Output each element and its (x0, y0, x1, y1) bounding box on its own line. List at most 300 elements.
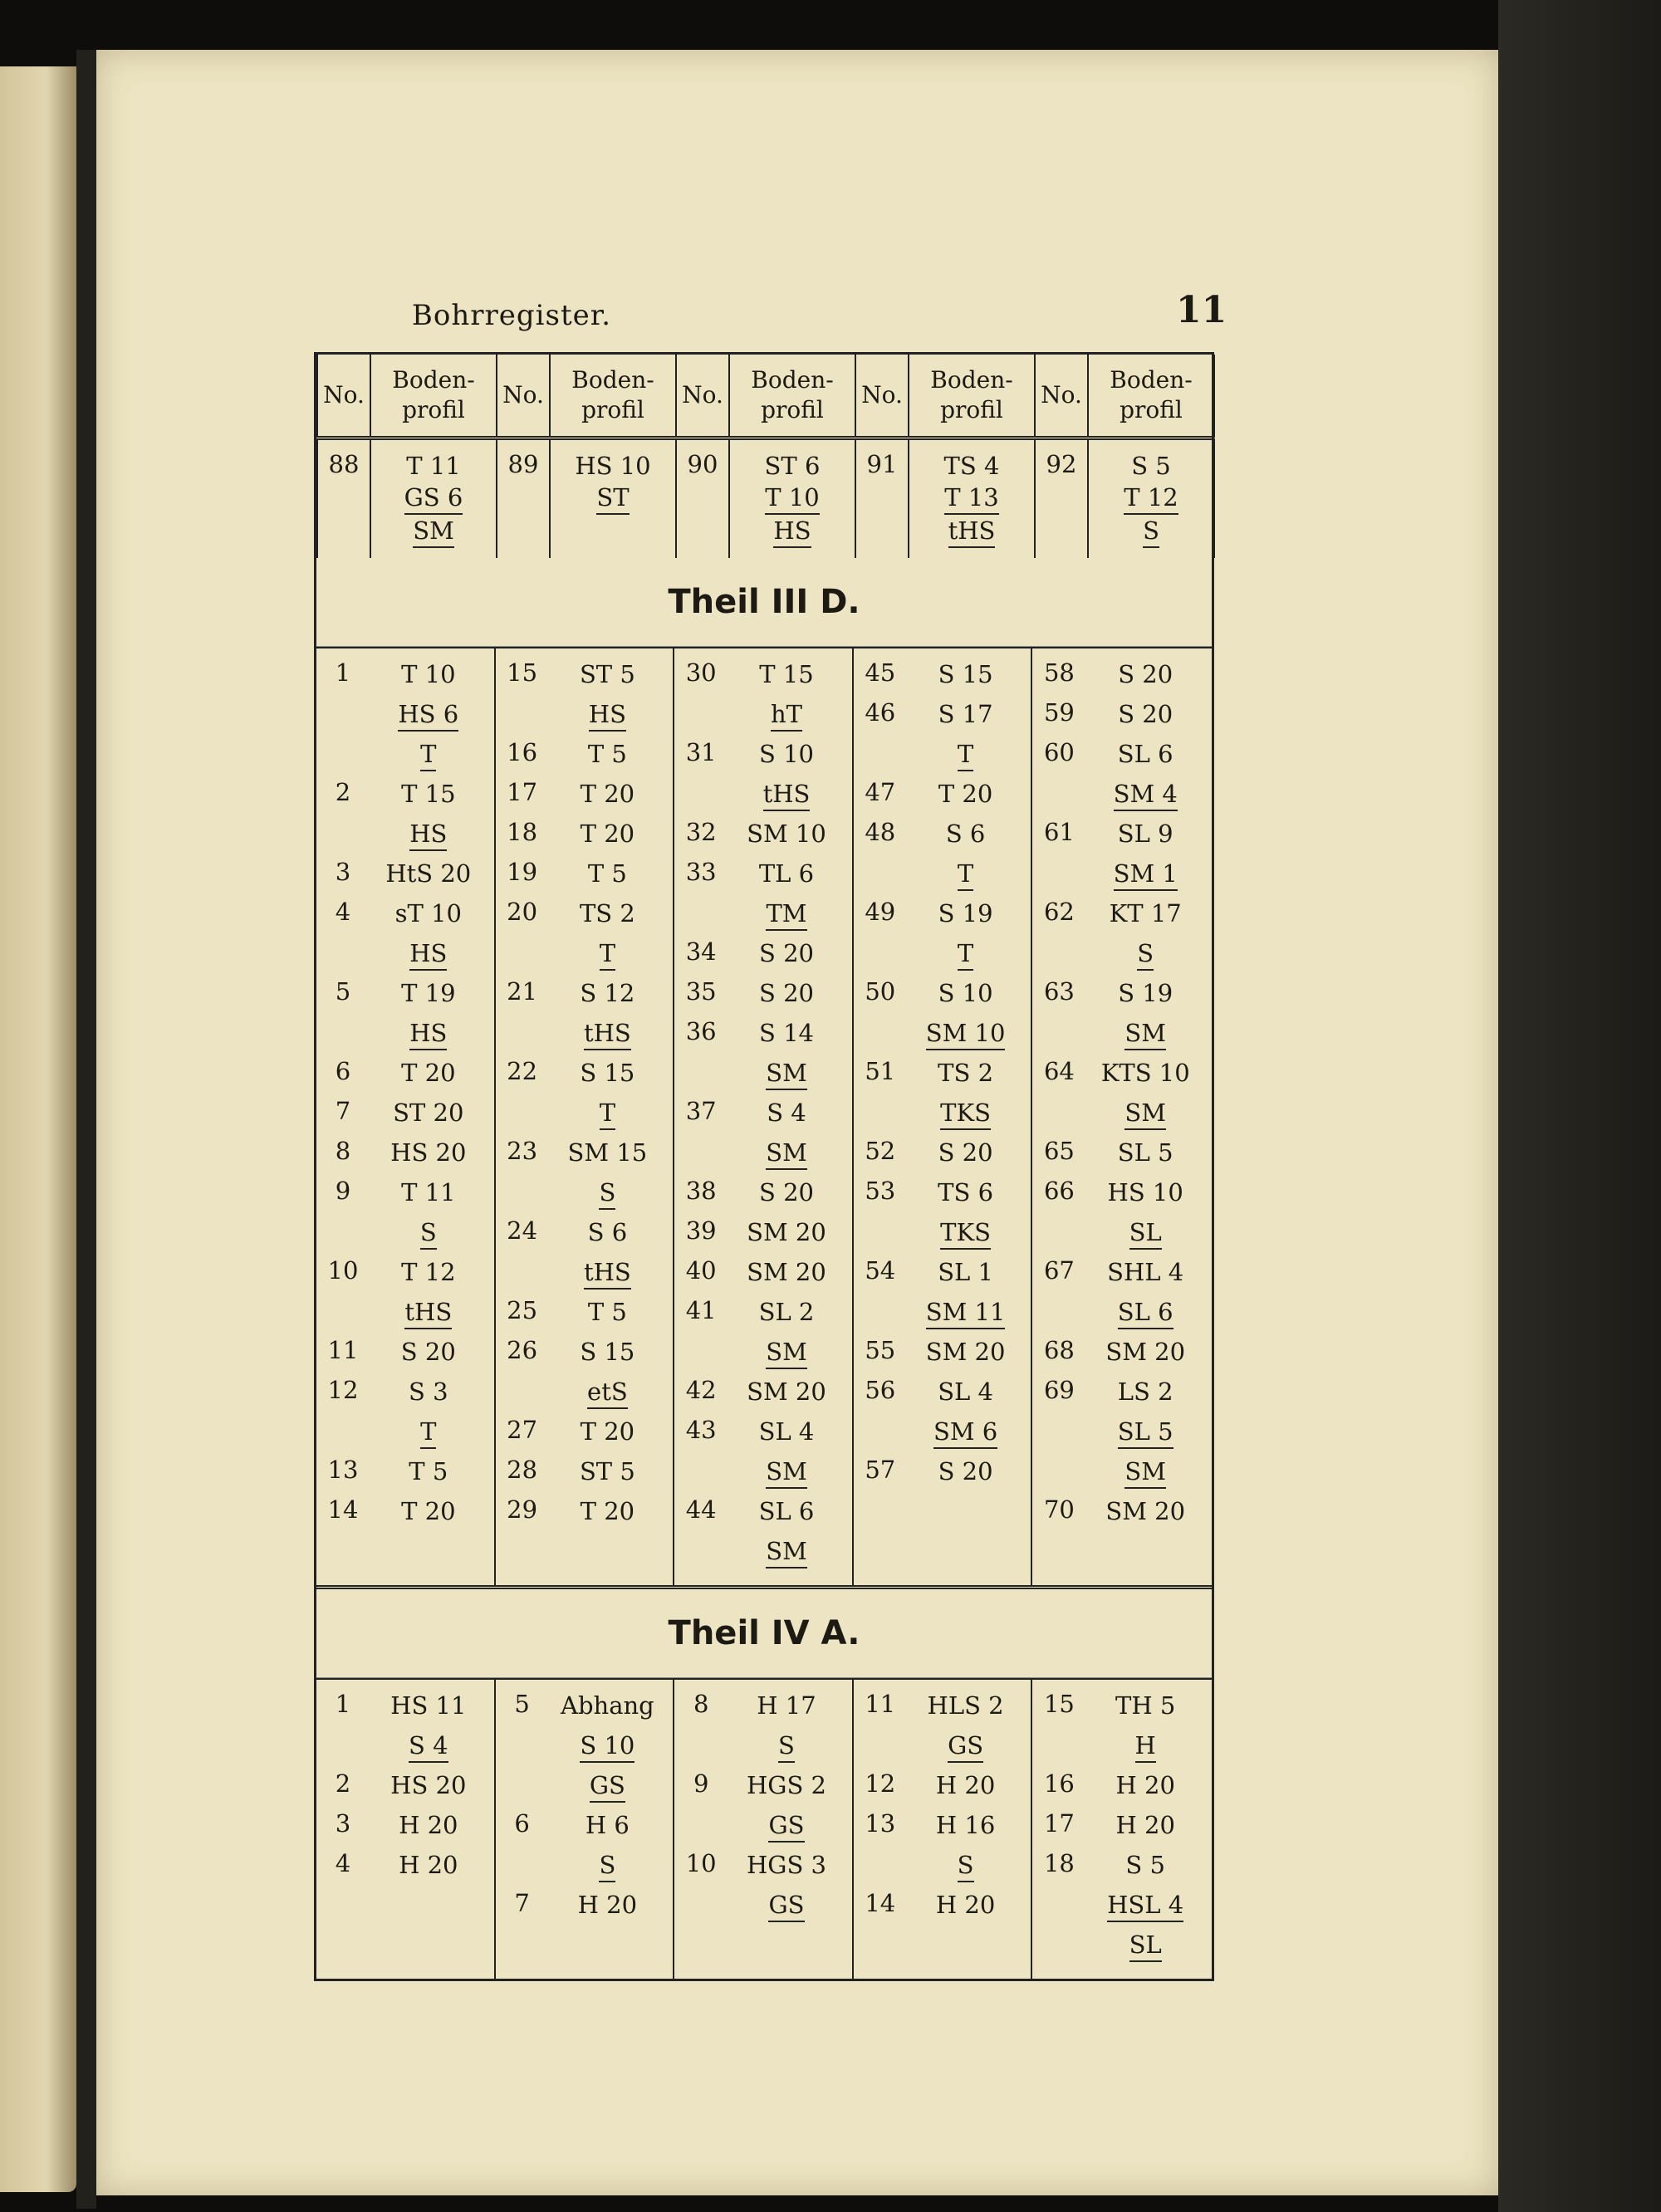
soil-profile: H 20 (1115, 1771, 1175, 1799)
soil-profile: HS (366, 818, 491, 851)
soil-profile: S 15 (580, 1338, 635, 1366)
register-entry (678, 818, 849, 854)
register-entry (499, 1416, 670, 1452)
soil-profile: GS (546, 1769, 670, 1803)
soil-profile: H 6 (585, 1811, 630, 1839)
register-entry (857, 1336, 1028, 1373)
soil-profile: sT 10 (394, 899, 462, 927)
register-entry (320, 1690, 491, 1726)
register-entry (857, 658, 1028, 695)
profile-layer: T 13 (944, 482, 998, 515)
bore-number: 4 (335, 1849, 351, 1877)
register-entry (320, 658, 491, 695)
register-entry (1036, 1730, 1208, 1766)
soil-profile: S 15 (938, 660, 993, 688)
register-entry (1036, 658, 1208, 695)
bore-number: 53 (865, 1177, 896, 1205)
running-head: Bohrregister. (411, 299, 612, 332)
soil-profile: Abhang (561, 1691, 654, 1720)
soil-profile: SL 6 (758, 1497, 815, 1525)
bore-number: 57 (865, 1456, 896, 1484)
register-entry (678, 1416, 849, 1452)
register-entry (499, 898, 670, 934)
soil-profile: S 5 (1125, 1851, 1165, 1879)
register-entry (857, 1690, 1028, 1726)
soil-profile: SM 20 (747, 1378, 826, 1406)
bore-number: 48 (865, 818, 896, 846)
bore-number: 27 (507, 1416, 538, 1444)
section-title-iv-a: Theil IV A. (316, 1585, 1212, 1678)
bore-number: 11 (327, 1336, 359, 1364)
register-entry (857, 1849, 1028, 1886)
bore-number: 22 (507, 1057, 538, 1085)
register-entry (857, 1256, 1028, 1293)
register-entry (1036, 1336, 1208, 1373)
register-entry (320, 1456, 491, 1492)
register-entry (320, 1216, 491, 1253)
register-column (496, 1680, 675, 1979)
register-entry (1036, 1137, 1208, 1173)
register-entry (1036, 1177, 1208, 1213)
bore-number: 10 (327, 1256, 359, 1285)
soil-profile: SM 15 (567, 1138, 648, 1167)
bore-number: 42 (685, 1376, 717, 1404)
soil-profile: S 19 (1118, 979, 1173, 1007)
soil-profile: S 20 (400, 1338, 456, 1366)
register-entry (857, 1730, 1028, 1766)
profile-layer: T 10 (765, 482, 819, 515)
soil-profile: TKS (904, 1097, 1028, 1130)
register-entry (857, 1376, 1028, 1412)
soil-profile: S 17 (938, 700, 993, 728)
register-entry (1036, 778, 1208, 815)
bore-number: 1 (335, 658, 351, 687)
register-entry (1036, 1929, 1208, 1965)
register-entry (857, 778, 1028, 815)
bore-number: 20 (507, 898, 538, 926)
soil-profile: SL 5 (1117, 1138, 1173, 1167)
bore-number: 51 (865, 1057, 896, 1085)
soil-profile: HS (546, 698, 670, 732)
register-entry (320, 818, 491, 854)
profile-layer: HS 10 (575, 452, 651, 480)
bore-number: 38 (685, 1177, 717, 1205)
soil-profile: T 11 (401, 1178, 456, 1206)
register-entry (678, 1097, 849, 1133)
register-entry (320, 778, 491, 815)
soil-profile: S 4 (366, 1730, 491, 1763)
register-entry (678, 1809, 849, 1846)
register-entry (857, 1809, 1028, 1846)
register-entry (499, 1456, 670, 1492)
bore-number: 3 (335, 1809, 351, 1838)
register-column (1032, 1680, 1212, 1979)
soil-profile (909, 438, 1035, 559)
register-entry (678, 778, 849, 815)
bore-number: 19 (507, 858, 538, 886)
register-entry (499, 1769, 670, 1806)
bore-number: 8 (335, 1137, 351, 1165)
header-profile: Boden- profil (1088, 355, 1214, 438)
bore-number: 61 (1043, 818, 1075, 846)
soil-profile: T 20 (580, 1417, 635, 1446)
register-entry (678, 1376, 849, 1412)
bore-number: 3 (335, 858, 351, 886)
register-entry (678, 1057, 849, 1094)
soil-profile: TL 6 (758, 859, 815, 888)
register-entry (499, 1177, 670, 1213)
bore-number: 46 (865, 698, 896, 727)
bore-number: 68 (1043, 1336, 1075, 1364)
bore-number: 12 (865, 1769, 896, 1798)
register-entry (320, 1017, 491, 1054)
soil-profile: T 5 (587, 859, 627, 888)
register-entry (320, 898, 491, 934)
book-page (96, 50, 1498, 2195)
profile-layer: ST (596, 482, 629, 515)
bore-number: 14 (327, 1495, 359, 1524)
bore-number: 15 (507, 658, 538, 687)
register-entry (499, 1690, 670, 1726)
register-entry (1036, 858, 1208, 894)
soil-profile: T 10 (401, 660, 456, 688)
bore-number: 11 (865, 1690, 896, 1718)
register-entry (857, 977, 1028, 1014)
bore-number: 7 (514, 1889, 530, 1917)
soil-profile: T (546, 1097, 670, 1130)
profile-layer: S 5 (1131, 452, 1171, 480)
register-entry (678, 1849, 849, 1886)
register-entry (320, 1416, 491, 1452)
register-column (854, 648, 1033, 1585)
register-entry (499, 1137, 670, 1173)
bore-number: 23 (507, 1137, 538, 1165)
soil-profile: T (366, 738, 491, 771)
register-entry (1036, 1769, 1208, 1806)
register-entry (320, 1495, 491, 1532)
soil-profile: SL 2 (758, 1298, 815, 1326)
soil-profile: S 20 (1118, 700, 1173, 728)
bore-number: 13 (327, 1456, 359, 1484)
header-no: No. (497, 355, 550, 438)
soil-profile: S (904, 1849, 1028, 1882)
soil-profile: T (904, 858, 1028, 891)
bore-number: 7 (335, 1097, 351, 1125)
register-entry (1036, 818, 1208, 854)
register-entry (857, 1216, 1028, 1253)
register-entry (678, 1137, 849, 1173)
bore-number: 50 (865, 977, 896, 1006)
bore-number: 33 (685, 858, 717, 886)
soil-profile (550, 438, 676, 559)
register-entry (1036, 1416, 1208, 1452)
register-entry (857, 818, 1028, 854)
register-entry (678, 1535, 849, 1572)
register-entry (499, 1849, 670, 1886)
register-entry (857, 1057, 1028, 1094)
bore-register-table (314, 352, 1214, 1981)
register-entry (857, 1769, 1028, 1806)
register-entry (499, 1216, 670, 1253)
register-entry (499, 1809, 670, 1846)
profile-layer: T 12 (1124, 482, 1178, 515)
bore-number: 54 (865, 1256, 896, 1285)
register-entry (678, 1256, 849, 1293)
header-profile: Boden- profil (370, 355, 497, 438)
soil-profile: T 20 (401, 1059, 456, 1087)
soil-profile: SM 4 (1082, 778, 1208, 811)
header-no: No. (676, 355, 729, 438)
soil-profile: T 5 (587, 1298, 627, 1326)
soil-profile: TS 6 (938, 1178, 994, 1206)
register-entry (1036, 1097, 1208, 1133)
soil-profile: SL 6 (1082, 1296, 1208, 1329)
book-gutter (76, 50, 96, 2209)
bore-number: 65 (1043, 1137, 1075, 1165)
bore-number: 2 (335, 778, 351, 806)
soil-profile: SM (724, 1137, 849, 1170)
soil-profile: H 16 (935, 1811, 996, 1839)
soil-profile: KTS 10 (1100, 1059, 1190, 1087)
register-entry (857, 1889, 1028, 1926)
soil-profile: TM (724, 898, 849, 931)
register-entry (499, 1296, 670, 1333)
soil-profile: HLS 2 (927, 1691, 1004, 1720)
soil-profile: S (546, 1849, 670, 1882)
register-entry (499, 738, 670, 775)
bore-number: 5 (335, 977, 351, 1006)
register-entry (857, 937, 1028, 974)
section-iii-grid (316, 647, 1212, 1585)
register-entry (857, 858, 1028, 894)
bore-number: 44 (685, 1495, 717, 1524)
register-entry (320, 1849, 491, 1886)
register-entry (678, 858, 849, 894)
soil-profile: GS (724, 1809, 849, 1843)
soil-profile: T 12 (401, 1258, 456, 1286)
bore-number: 45 (865, 658, 896, 687)
register-entry (499, 1889, 670, 1926)
register-entry (678, 698, 849, 735)
book-cover-edge (1498, 0, 1661, 2212)
register-entry (678, 1296, 849, 1333)
soil-profile: S 20 (758, 1178, 814, 1206)
soil-profile: tHS (366, 1296, 491, 1329)
soil-profile: etS (546, 1376, 670, 1409)
bore-number: 34 (685, 937, 717, 966)
bore-number: 18 (507, 818, 538, 846)
bore-number: 18 (1043, 1849, 1075, 1877)
soil-profile: S 10 (938, 979, 993, 1007)
bore-number: 37 (685, 1097, 717, 1125)
soil-profile: SM 20 (1105, 1497, 1186, 1525)
soil-profile (729, 438, 855, 559)
register-entry (1036, 1690, 1208, 1726)
register-entry (499, 1336, 670, 1373)
soil-profile: S (366, 1216, 491, 1250)
profile-layer: GS 6 (404, 482, 463, 515)
soil-profile: S 20 (938, 1457, 993, 1485)
bore-number: 47 (865, 778, 896, 806)
soil-profile: SM (724, 1336, 849, 1369)
register-entry (678, 1495, 849, 1532)
soil-profile: SM 10 (904, 1017, 1028, 1050)
soil-profile: S (1082, 937, 1208, 971)
soil-profile: T 19 (401, 979, 456, 1007)
section-iv-grid (316, 1678, 1212, 1979)
soil-profile: SM (1082, 1456, 1208, 1489)
header-no: No. (317, 355, 370, 438)
register-entry (1036, 1057, 1208, 1094)
soil-profile: H (1082, 1730, 1208, 1763)
register-entry (320, 698, 491, 735)
register-entry (1036, 1809, 1208, 1846)
register-entry (1036, 937, 1208, 974)
soil-profile: H 17 (757, 1691, 816, 1720)
register-entry (499, 818, 670, 854)
register-entry (320, 858, 491, 894)
register-entry (499, 698, 670, 735)
bore-number: 39 (685, 1216, 717, 1245)
register-entry (678, 1456, 849, 1492)
bore-number: 70 (1043, 1495, 1075, 1524)
bore-number: 16 (1043, 1769, 1075, 1798)
bore-number: 2 (335, 1769, 351, 1798)
soil-profile: T 15 (759, 660, 814, 688)
profile-layer: TS 4 (943, 452, 1000, 480)
soil-profile: SM 20 (747, 1218, 826, 1246)
soil-profile: tHS (546, 1256, 670, 1290)
register-entry (678, 658, 849, 695)
soil-profile: HS (366, 1017, 491, 1050)
register-entry (1036, 1889, 1208, 1926)
soil-profile: S 10 (546, 1730, 670, 1763)
soil-profile: T 5 (587, 740, 627, 768)
soil-profile: T (904, 738, 1028, 771)
soil-profile: HtS 20 (385, 859, 472, 888)
register-column (674, 1680, 854, 1979)
profile-layer: tHS (948, 515, 996, 548)
register-entry (857, 1416, 1028, 1452)
register-entry (320, 1256, 491, 1293)
register-entry (320, 1336, 491, 1373)
register-entry (678, 1017, 849, 1054)
register-entry (678, 1730, 849, 1766)
soil-profile: H 20 (399, 1811, 458, 1839)
register-entry (320, 1769, 491, 1806)
register-entry (678, 898, 849, 934)
register-entry (1036, 1216, 1208, 1253)
soil-profile: SM (724, 1456, 849, 1489)
register-entry (857, 698, 1028, 735)
register-entry (499, 1057, 670, 1094)
bore-number: 5 (514, 1690, 530, 1718)
register-entry (1036, 738, 1208, 775)
soil-profile: S 20 (758, 939, 814, 967)
soil-profile: TKS (904, 1216, 1028, 1250)
bore-number: 31 (685, 738, 717, 766)
header-no: No. (855, 355, 909, 438)
bore-number: 17 (507, 778, 538, 806)
bore-number: 36 (685, 1017, 717, 1045)
register-entry (857, 1097, 1028, 1133)
bore-number: 59 (1043, 698, 1075, 727)
register-entry (1036, 898, 1208, 934)
register-entry (678, 1216, 849, 1253)
register-entry (499, 1097, 670, 1133)
register-entry (499, 1730, 670, 1766)
bore-number: 8 (693, 1690, 709, 1718)
register-entry (1036, 1849, 1208, 1886)
register-entry (320, 1057, 491, 1094)
soil-profile: HGS 3 (746, 1851, 826, 1879)
soil-profile: S 14 (758, 1019, 814, 1047)
profile-layer: ST 6 (764, 452, 821, 480)
register-entry (1036, 1017, 1208, 1054)
bore-number: 32 (685, 818, 717, 846)
soil-profile: LS 2 (1117, 1378, 1173, 1406)
register-entry (320, 977, 491, 1014)
profile-layer: T 11 (406, 452, 461, 480)
soil-profile: GS (724, 1889, 849, 1922)
soil-profile: HS 20 (390, 1771, 467, 1799)
soil-profile: S 3 (409, 1378, 448, 1406)
register-column (496, 648, 675, 1585)
soil-profile: T 20 (580, 820, 635, 848)
soil-profile: SM 20 (1105, 1338, 1186, 1366)
register-entry (678, 937, 849, 974)
soil-profile: S 20 (1118, 660, 1173, 688)
soil-profile: S (724, 1730, 849, 1763)
bore-number: 16 (507, 738, 538, 766)
bore-number: 35 (685, 977, 717, 1006)
register-entry (1036, 1256, 1208, 1293)
soil-profile: T 20 (401, 1497, 456, 1525)
register-entry (1036, 698, 1208, 735)
register-entry (499, 778, 670, 815)
soil-profile: H 20 (935, 1771, 996, 1799)
register-entry (857, 1296, 1028, 1333)
register-entry (678, 1889, 849, 1926)
soil-profile: SL (1082, 1929, 1208, 1962)
register-entry (857, 1456, 1028, 1492)
soil-profile: SM (724, 1057, 849, 1090)
top-table (316, 355, 1215, 558)
bore-number: 28 (507, 1456, 538, 1484)
profile-layer: HS (773, 515, 811, 548)
bore-number: 10 (685, 1849, 717, 1877)
register-entry (499, 658, 670, 695)
bore-number: 9 (693, 1769, 709, 1798)
soil-profile: SM 20 (747, 1258, 826, 1286)
soil-profile: SL 5 (1082, 1416, 1208, 1449)
bore-number: 26 (507, 1336, 538, 1364)
bore-number: 40 (685, 1256, 717, 1285)
bore-number: 89 (497, 438, 550, 559)
bore-number: 63 (1043, 977, 1075, 1006)
bore-number: 14 (865, 1889, 896, 1917)
soil-profile: HS 20 (390, 1138, 467, 1167)
soil-profile: S 15 (580, 1059, 635, 1087)
register-entry (499, 1495, 670, 1532)
soil-profile: SM (1082, 1017, 1208, 1050)
bore-number: 9 (335, 1177, 351, 1205)
profile-layer: SM (413, 515, 454, 548)
profile-layer: S (1143, 515, 1159, 548)
bore-number: 52 (865, 1137, 896, 1165)
bore-number: 29 (507, 1495, 538, 1524)
soil-profile: H 20 (577, 1891, 638, 1919)
